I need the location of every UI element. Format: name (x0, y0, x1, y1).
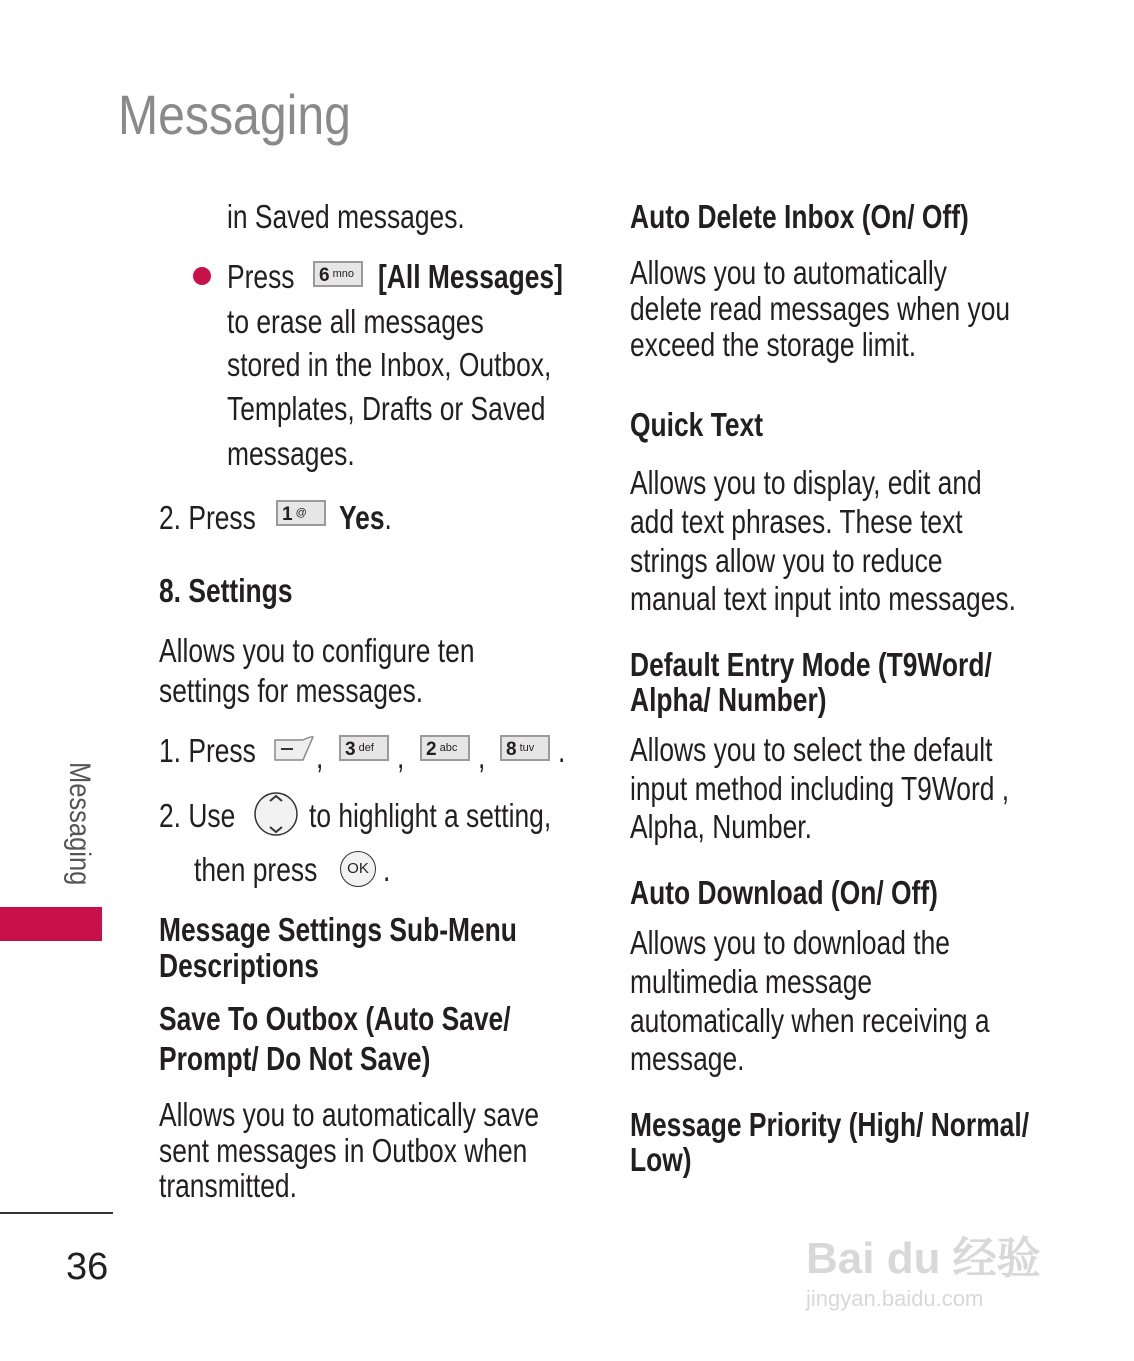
comma: , (397, 738, 405, 775)
section-heading: Descriptions (159, 947, 319, 984)
section-heading: Message Settings Sub-Menu (159, 911, 517, 948)
subheading: Save To Outbox (Auto Save/ (159, 1000, 511, 1037)
body-text: input method including T9Word , (630, 770, 1010, 807)
body-text: messages. (227, 435, 355, 472)
body-text: Allows you to configure ten (159, 632, 475, 669)
period: . (384, 499, 392, 536)
body-text: Allows you to automatically save (159, 1096, 540, 1133)
subheading: Prompt/ Do Not Save) (159, 1040, 431, 1077)
page-title: Messaging (118, 83, 351, 146)
key-2-icon (420, 735, 470, 761)
body-text: manual text input into messages. (630, 580, 1016, 617)
subheading: Default Entry Mode (T9Word/ (630, 646, 992, 683)
body-text: Allows you to display, edit and (630, 464, 982, 501)
body-text: delete read messages when you (630, 290, 1011, 327)
comma: , (316, 738, 324, 775)
side-tab-label: Messaging (63, 762, 96, 886)
body-text: Templates, Drafts or Saved (227, 390, 546, 427)
body-text: Allows you to download the (630, 924, 950, 961)
body-text: strings allow you to reduce (630, 542, 943, 579)
nav-key-icon (253, 791, 299, 837)
body-text: transmitted. (159, 1167, 297, 1204)
key-letters: @ (295, 507, 307, 519)
section-tab-marker (0, 907, 102, 941)
body-text: message. (630, 1040, 745, 1077)
key-1-icon (276, 500, 326, 526)
watermark-url: jingyan.baidu.com (806, 1286, 984, 1311)
body-text: to highlight a setting, (309, 797, 552, 834)
body-text: settings for messages. (159, 672, 424, 709)
key-6-icon (313, 261, 363, 287)
menu-option: [All Messages] (378, 258, 563, 295)
divider (0, 1212, 113, 1214)
key-num: 6 (319, 265, 330, 286)
body-text: Press (227, 258, 295, 295)
key-num: 1 (282, 504, 293, 525)
step-text: 2. Press (159, 499, 256, 536)
subheading: Message Priority (High/ Normal/ (630, 1106, 1030, 1143)
key-letters: mno (332, 268, 354, 280)
ok-key-icon: OK (340, 851, 376, 887)
body-text: stored in the Inbox, Outbox, (227, 346, 552, 383)
key-3-icon (339, 735, 389, 761)
step-text: 1. Press (159, 732, 256, 769)
subheading: Low) (630, 1141, 692, 1178)
comma: , (478, 738, 486, 775)
key-num: 3 (345, 739, 356, 760)
step-text: 2. Use (159, 797, 236, 834)
yes-option: Yes (339, 499, 385, 536)
section-heading: 8. Settings (159, 572, 293, 609)
period: . (383, 851, 391, 888)
bullet-icon (193, 267, 211, 285)
body-text: Alpha, Number. (630, 808, 812, 845)
key-letters: tuv (519, 742, 535, 754)
period: . (558, 732, 566, 769)
key-letters: abc (439, 742, 458, 754)
subheading: Auto Download (On/ Off) (630, 874, 938, 911)
subheading: Auto Delete Inbox (On/ Off) (630, 198, 969, 235)
body-text: to erase all messages (227, 303, 484, 340)
body-text: exceed the storage limit. (630, 326, 917, 363)
body-text: multimedia message (630, 963, 873, 1000)
watermark-logo-text: Bai du 经验 (806, 1234, 1041, 1283)
body-text: add text phrases. These text (630, 503, 963, 540)
key-8-icon (500, 735, 550, 761)
key-num: 8 (506, 739, 517, 760)
subheading: Quick Text (630, 406, 764, 443)
body-text: in Saved messages. (227, 198, 465, 235)
page-number: 36 (66, 1246, 109, 1288)
body-text: automatically when receiving a (630, 1002, 990, 1039)
body-text: Allows you to select the default (630, 731, 993, 768)
body-text: sent messages in Outbox when (159, 1132, 528, 1169)
key-num: 2 (426, 739, 437, 760)
baidu-watermark-logo (806, 1200, 1041, 1312)
key-letters: def (358, 742, 374, 754)
step-target (339, 501, 392, 534)
subheading: Alpha/ Number) (630, 681, 827, 718)
body-text: then press (194, 851, 318, 888)
soft-key-icon (273, 734, 315, 764)
body-text: Allows you to automatically (630, 254, 947, 291)
